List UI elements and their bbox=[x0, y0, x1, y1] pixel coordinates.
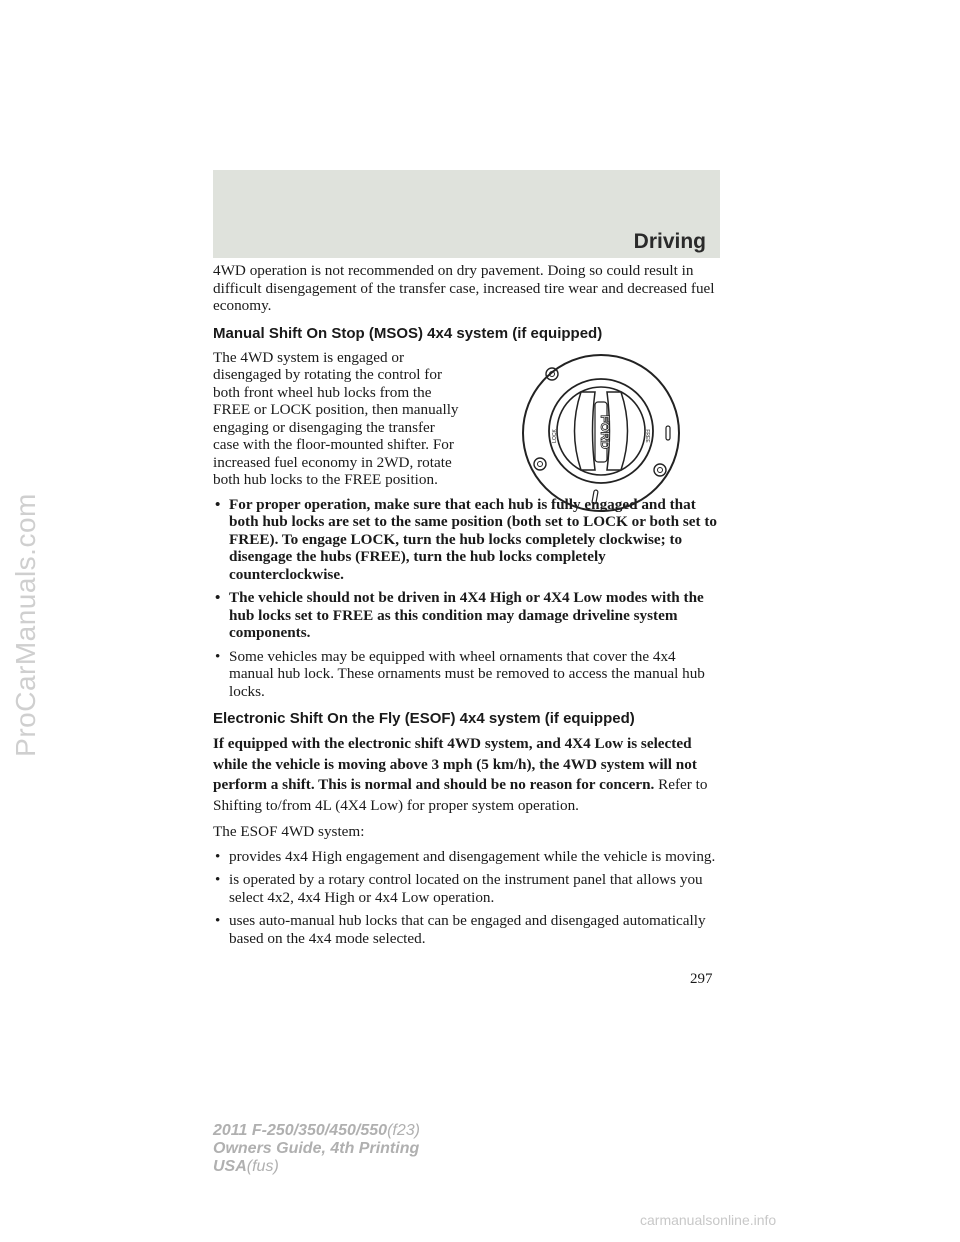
list-item bbox=[213, 871, 720, 906]
section-title: Driving bbox=[633, 230, 706, 253]
footer-line-1 bbox=[213, 1122, 420, 1140]
footer-model-code: (f23) bbox=[387, 1122, 420, 1139]
bolt-bottom-right-center bbox=[658, 468, 663, 473]
msos-bullet-1: For proper operation, make sure that each hub is fully engaged and that both hub locks are set to the same position (both set to LOCK or both set to FREE). To engage LOCK, turn the hub locks completely clockwise; to disengage the hubs (FREE), turn the hub locks completely counterclockwise. bbox=[229, 495, 717, 583]
watermark-text: ProCarManuals.com bbox=[10, 493, 41, 757]
bolt-top-left-icon bbox=[546, 368, 558, 380]
lock-label: LOCK bbox=[552, 429, 558, 443]
esof-warning-bold: If equipped with the electronic shift 4WD system, and 4X4 Low is selected while the vehicle is moving above 3 mph (5 km/h), the 4WD system will not perform a shift. This is normal and should be no reason for concern. bbox=[213, 735, 697, 793]
esof-bullet-1: provides 4x4 High engagement and disengagement while the vehicle is moving. bbox=[229, 847, 716, 865]
esof-bullet-3: uses auto-manual hub locks that can be engaged and disengaged automatically based on the 4x4 mode selected. bbox=[229, 912, 706, 947]
slot-bottom-icon bbox=[592, 490, 598, 504]
esof-bullet-2: is operated by a rotary control located on the instrument panel that allows you select 4x2, 4x4 High or 4x4 Low operation. bbox=[229, 871, 703, 906]
msos-bullet-list bbox=[213, 496, 720, 701]
list-item bbox=[213, 848, 720, 866]
list-item bbox=[213, 589, 720, 642]
footer-line-3 bbox=[213, 1158, 420, 1176]
bolt-bottom-left-center bbox=[538, 462, 543, 467]
footer-line-2: Owners Guide, 4th Printing bbox=[213, 1140, 420, 1157]
intro-paragraph: 4WD operation is not recommended on dry pavement. Doing so could result in difficult disengagement of the transfer case, increased tire wear and decreased fuel economy. bbox=[213, 262, 715, 314]
side-watermark bbox=[2, 493, 50, 757]
bottom-watermark: carmanualsonline.info bbox=[640, 1212, 777, 1228]
bolt-bottom-left-icon bbox=[534, 458, 546, 470]
ford-logo-text: FORD bbox=[598, 415, 612, 449]
msos-heading: Manual Shift On Stop (MSOS) 4x4 system (if equipped) bbox=[213, 324, 603, 342]
document-footer bbox=[213, 1122, 420, 1176]
msos-bullet-3: Some vehicles may be equipped with wheel ornaments that cover the 4x4 manual hub lock. These ornaments must be removed to access the manual hub locks. bbox=[229, 647, 705, 700]
hub-lock-illustration bbox=[520, 352, 682, 514]
footer-region-code: (fus) bbox=[246, 1158, 279, 1175]
msos-paragraph: The 4WD system is engaged or disengaged by rotating the control for both front wheel hub locks from the FREE or LOCK position, then manually engaging or disengaging the transfer case with the floor-mounted shifter. For increased fuel economy in 2WD, rotate both hub locks to the FREE position. bbox=[213, 348, 459, 488]
esof-list-intro: The ESOF 4WD system: bbox=[213, 823, 365, 840]
footer-model: 2011 F-250/350/450/550 bbox=[213, 1122, 388, 1139]
slot-right-icon bbox=[666, 426, 670, 440]
bolt-bottom-right-icon bbox=[654, 464, 666, 476]
footer-region: USA bbox=[213, 1158, 247, 1175]
free-label: FREE bbox=[644, 429, 650, 443]
section-header bbox=[213, 170, 720, 258]
esof-warning-paragraph bbox=[213, 734, 720, 816]
esof-bullet-list bbox=[213, 848, 720, 948]
list-item bbox=[213, 912, 720, 947]
msos-bullet-2: The vehicle should not be driven in 4X4 High or 4X4 Low modes with the hub locks set to FREE as this condition may damage driveline system components. bbox=[229, 589, 704, 641]
esof-heading: Electronic Shift On the Fly (ESOF) 4x4 system (if equipped) bbox=[213, 710, 635, 727]
page-number: 297 bbox=[690, 971, 713, 987]
list-item bbox=[213, 648, 720, 701]
esof-warning-normal: Refer to Shifting to/from 4L (4X4 Low) for proper system operation. bbox=[213, 776, 708, 814]
